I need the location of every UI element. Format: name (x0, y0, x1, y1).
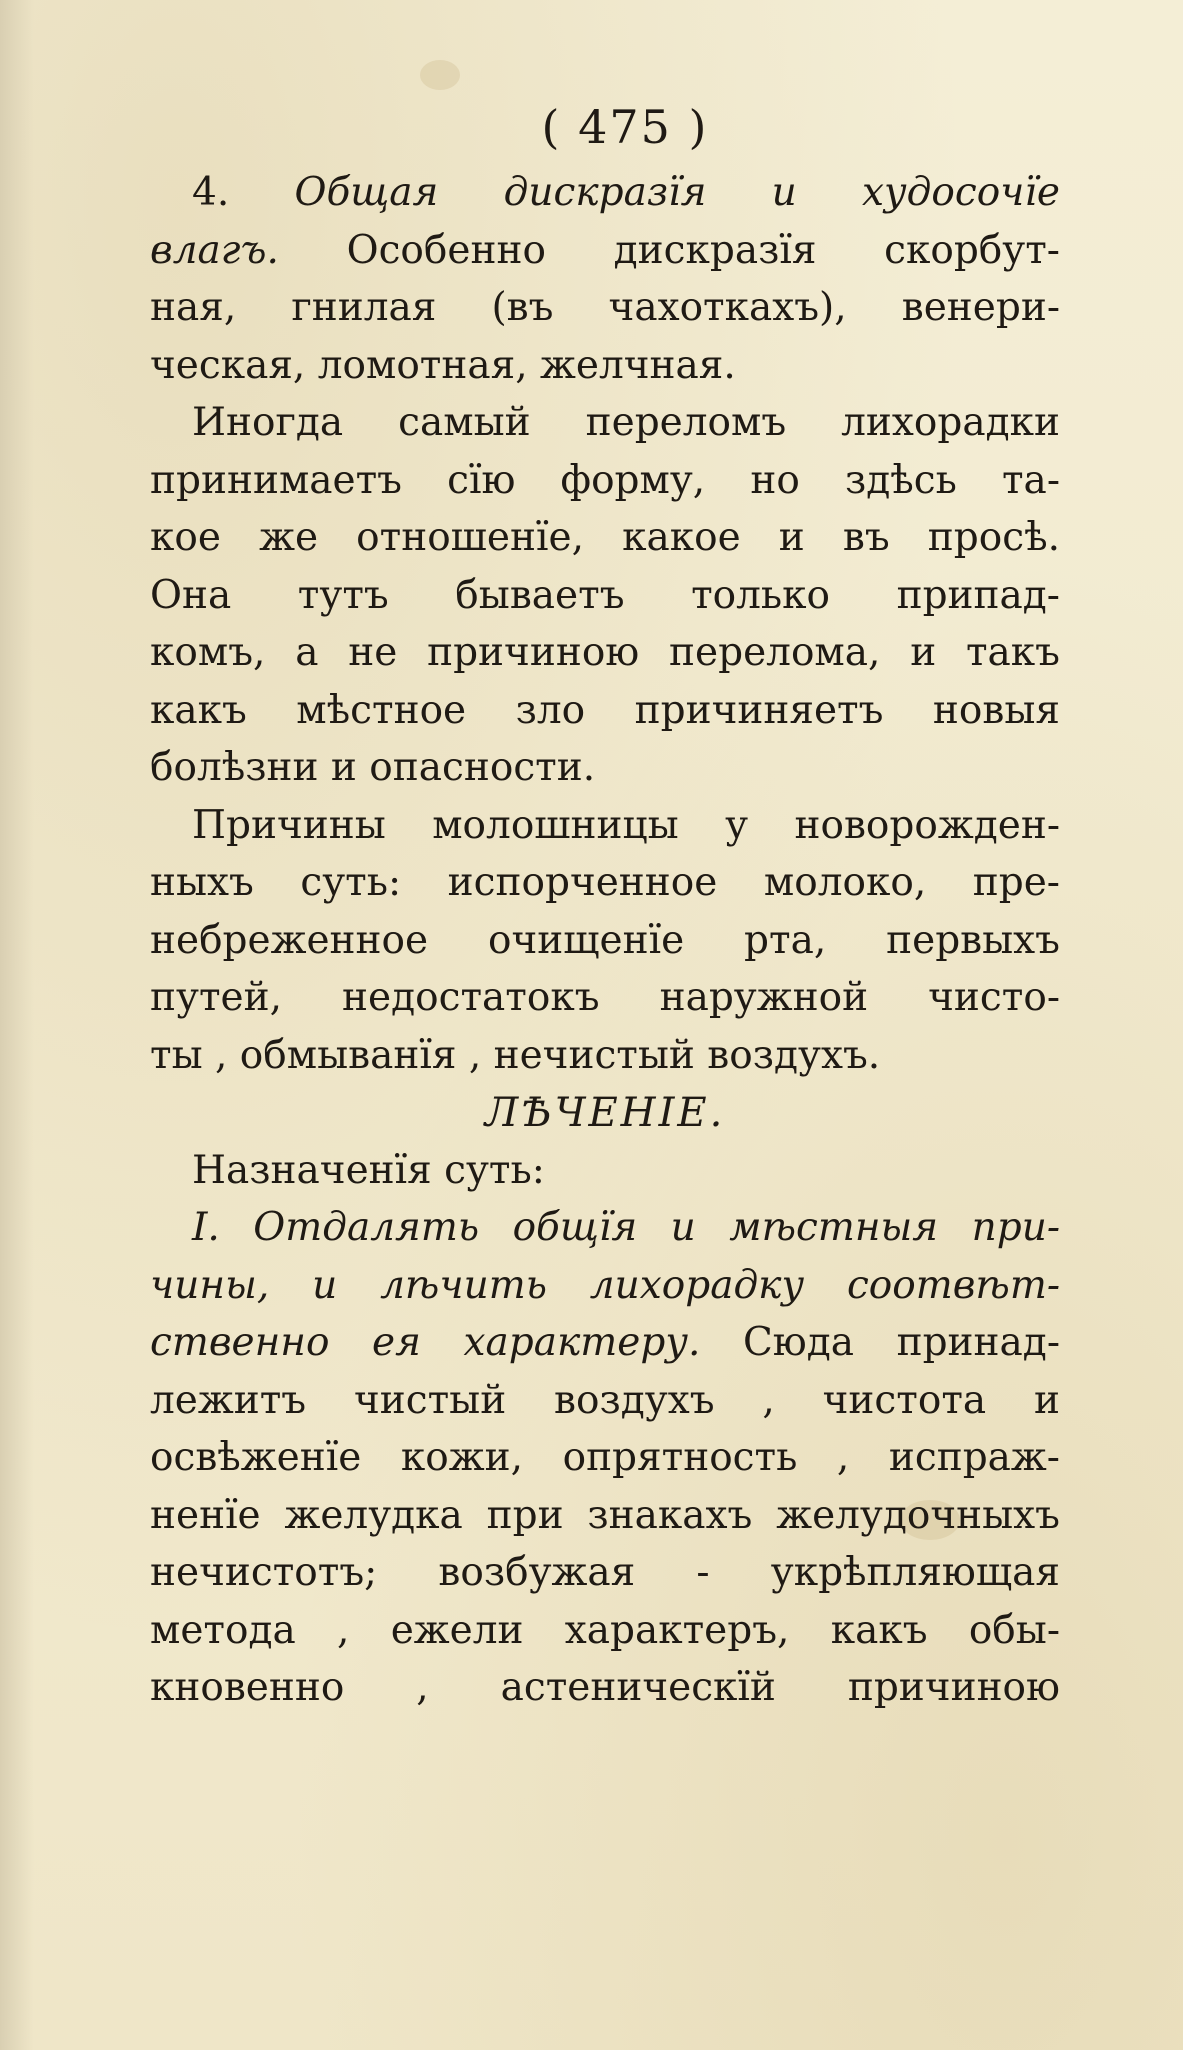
regular-text: ная, гнилая (въ чахоткахъ), венери- (150, 285, 1060, 330)
regular-text: метода , ежели характеръ, какъ обы- (150, 1607, 1060, 1653)
text-line (150, 453, 1060, 511)
text-line (150, 1258, 1060, 1316)
regular-text: комъ, а не причиною перелома, и такъ (150, 630, 1060, 675)
italic-text: чины, и лѣчить лихорадку соотвѣт- (150, 1262, 1060, 1308)
regular-text: Особенно дискразїя скорбут- (278, 227, 1060, 273)
page-edge-shadow (0, 0, 34, 2050)
italic-text: Общая дискразїя и худосочїе (294, 170, 1060, 215)
text-line (150, 1488, 1060, 1546)
text-line (150, 510, 1060, 568)
text-line (150, 1028, 1060, 1086)
regular-text: Она тутъ бываетъ только припад- (150, 572, 1060, 618)
text-line (150, 1430, 1060, 1488)
italic-text: влагъ. (150, 227, 279, 273)
page-number: ( 475 ) (541, 100, 709, 154)
regular-text: Иногда самый переломъ лихорадки (192, 400, 1060, 445)
regular-text: ческая, ломотная, желчная. (150, 342, 736, 388)
regular-text: освѣженїе кожи, опрятность , испраж- (150, 1435, 1060, 1480)
page-text (150, 95, 1060, 1718)
text-line (150, 913, 1060, 971)
text-line (150, 1660, 1060, 1718)
regular-text: кновенно , астеническїй причиною (150, 1665, 1060, 1710)
regular-text: какъ мѣстное зло причиняетъ новыя (150, 687, 1060, 733)
section-heading: ЛѢЧЕНIЕ. (484, 1090, 726, 1136)
text-line (150, 1373, 1060, 1431)
text-line (150, 165, 1060, 223)
body-text-part-2 (150, 1143, 1060, 1718)
text-line (150, 740, 1060, 798)
text-line (150, 395, 1060, 453)
text-line (150, 625, 1060, 683)
regular-text: болѣзни и опасности. (150, 745, 596, 790)
regular-text: ты , обмыванїя , нечистый воздухъ. (150, 1032, 881, 1078)
text-line (150, 568, 1060, 626)
text-line (150, 338, 1060, 396)
paper-stain (420, 60, 460, 90)
text-line (150, 970, 1060, 1028)
regular-text: нечистотъ; возбужая - укрѣпляющая (150, 1550, 1060, 1595)
regular-text: ненїе желудка при знакахъ желудочныхъ (150, 1492, 1060, 1538)
regular-text: Сюда принад- (700, 1320, 1060, 1365)
text-line (150, 1603, 1060, 1661)
regular-text: небреженное очищенїе рта, первыхъ (150, 917, 1060, 963)
regular-text: Причины молошницы у новорожден- (192, 802, 1060, 848)
text-line (150, 1545, 1060, 1603)
body-text-part-1 (150, 165, 1060, 1085)
text-line (150, 855, 1060, 913)
italic-text: ственно ея характеру. (150, 1320, 701, 1365)
text-line (150, 1143, 1060, 1201)
regular-text: принимаетъ сїю форму, но здѣсь та- (150, 457, 1060, 503)
regular-text: 4. (192, 170, 295, 215)
text-line (150, 280, 1060, 338)
regular-text: лежитъ чистый воздухъ , чистота и (150, 1377, 1060, 1423)
text-line (150, 1200, 1060, 1258)
text-line (150, 798, 1060, 856)
regular-text: кое же отношенїе, какое и въ просѣ. (150, 515, 1060, 560)
text-line (150, 223, 1060, 281)
regular-text: ныхъ суть: испорченное молоко, пре- (150, 860, 1060, 905)
text-line (150, 1315, 1060, 1373)
italic-text: I. Отдалять общїя и мѣстныя при- (192, 1205, 1060, 1250)
regular-text: Назначенїя суть: (192, 1147, 545, 1193)
regular-text: путей, недостатокъ наружной чисто- (150, 975, 1060, 1020)
text-line (150, 683, 1060, 741)
